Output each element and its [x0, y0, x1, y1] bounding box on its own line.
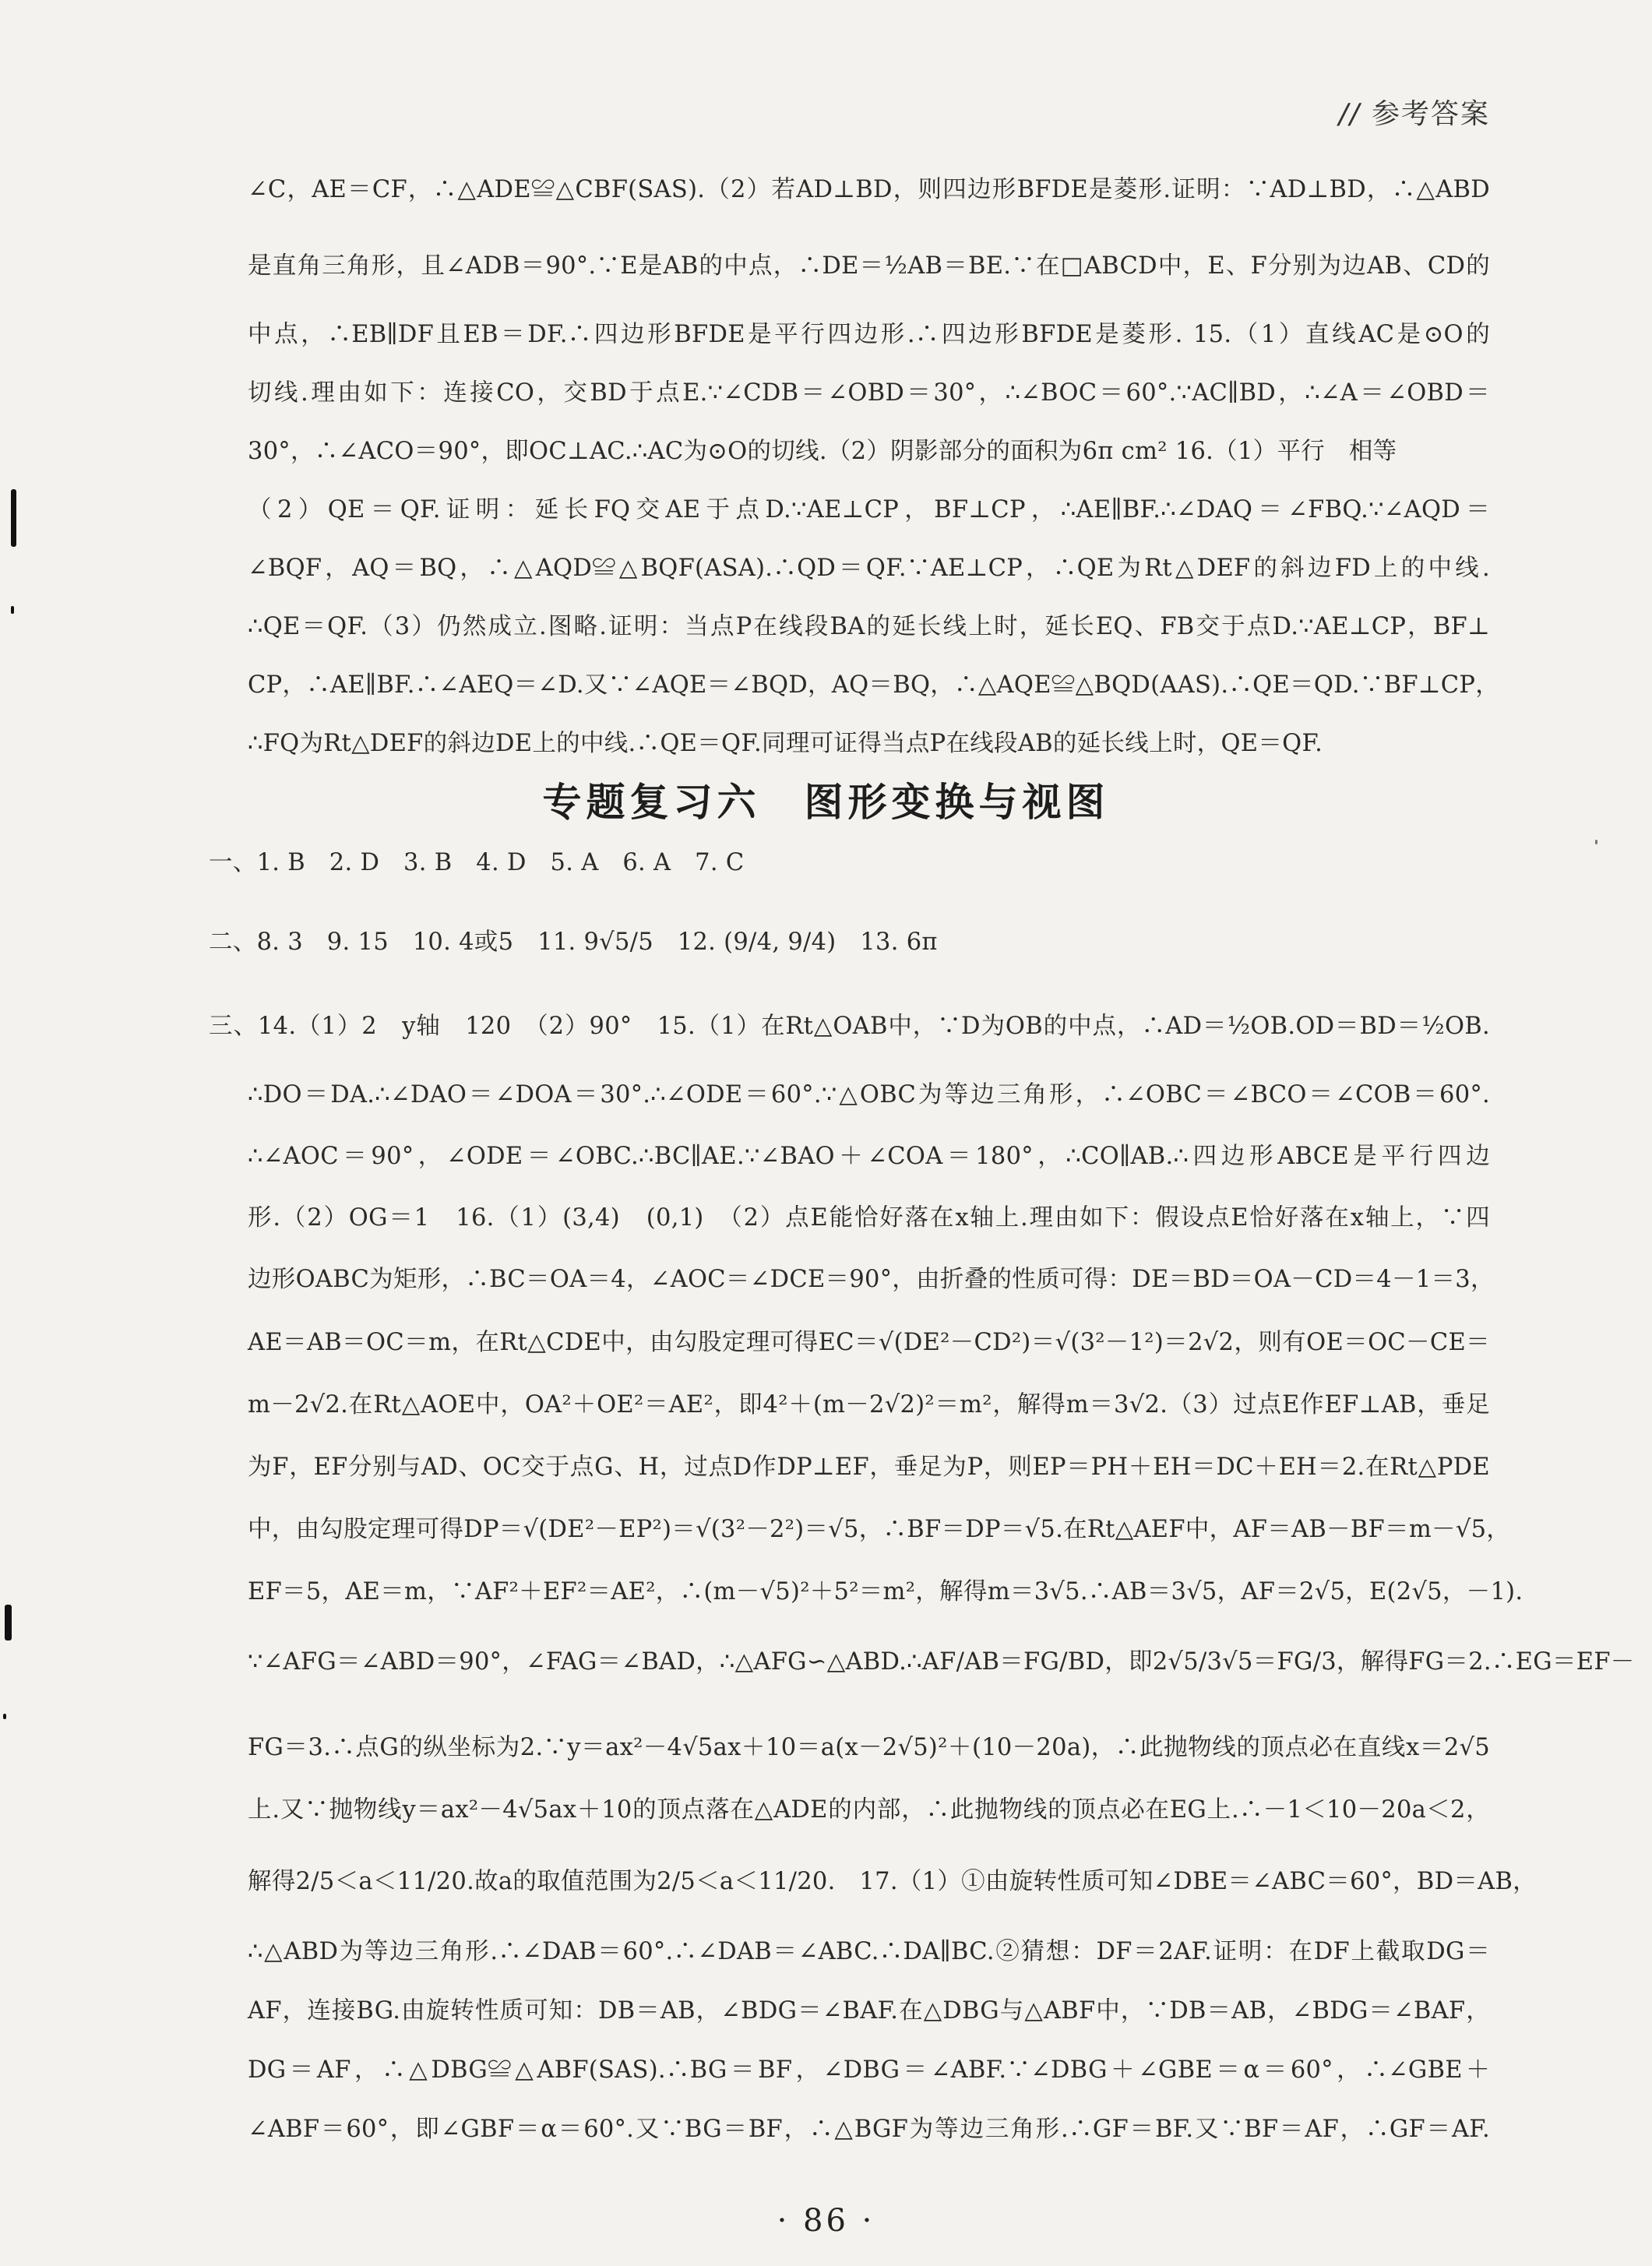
text-line: （2）QE＝QF.证明：延长FQ交AE于点D.∵AE⊥CP，BF⊥CP，∴AE∥BF.∴∠DAQ＝∠FBQ.∵∠AQD＝	[248, 496, 1490, 523]
text-line: 为F，EF分别与AD、OC交于点G、H，过点D作DP⊥EF，垂足为P，则EP＝PH＋EH＝DC＋EH＝2.在Rt△PDE	[248, 1454, 1490, 1481]
text-line: 一、1. B 2. D 3. B 4. D 5. A 6. A 7. C	[209, 849, 745, 876]
text-line: 中点，∴EB∥DF且EB＝DF.∴四边形BFDE是平行四边形.∴四边形BFDE是菱形. 15.（1）直线AC是⊙O的	[248, 321, 1490, 348]
text-line: DG＝AF，∴△DBG≌△ABF(SAS).∴BG＝BF，∠DBG＝∠ABF.∵∠DBG＋∠GBE＝α＝60°，∴∠GBE＋	[248, 2056, 1490, 2084]
text-line: AF，连接BG.由旋转性质可知：DB＝AB，∠BDG＝∠BAF.在△DBG与△ABF中，∵DB＝AB，∠BDG＝∠BAF，	[248, 1997, 1490, 2025]
text-line: 中，由勾股定理可得DP＝√(DE²－EP²)＝√(3²－2²)＝√5，∴BF＝DP＝√5.在Rt△AEF中，AF＝AB－BF＝m－√5，	[248, 1516, 1511, 1543]
scan-mark-2	[11, 606, 14, 614]
header-slash: //	[1338, 98, 1361, 130]
header-title: 参考答案	[1371, 98, 1490, 130]
text-line: ∵∠AFG＝∠ABD＝90°，∠FAG＝∠BAD，∴△AFG∽△ABD.∴AF/AB＝FG/BD，即2√5/3√5＝FG/3，解得FG＝2.∴EG＝EF－	[248, 1648, 1635, 1676]
text-line: 形.（2）OG＝1 16.（1）(3,4) (0,1) （2）点E能恰好落在x轴上.理由如下：假设点E恰好落在x轴上，∵四	[248, 1204, 1490, 1232]
text-line: 解得2/5＜a＜11/20.故a的取值范围为2/5＜a＜11/20. 17.（1）①由旋转性质可知∠DBE＝∠ABC＝60°，BD＝AB，	[248, 1868, 1537, 1895]
scan-mark-3	[5, 1605, 12, 1640]
text-line: ∴△ABD为等边三角形.∴∠DAB＝60°.∴∠DAB＝∠ABC.∴DA∥BC.②猜想：DF＝2AF.证明：在DF上截取DG＝	[248, 1938, 1490, 1965]
text-line: 边形OABC为矩形，∴BC＝OA＝4，∠AOC＝∠DCE＝90°，由折叠的性质可得：DE＝BD＝OA－CD＝4－1＝3，	[248, 1266, 1495, 1293]
text-line: ∠BQF，AQ＝BQ，∴△AQD≌△BQF(ASA).∴QD＝QF.∵AE⊥CP，∴QE为Rt△DEF的斜边FD上的中线.	[248, 555, 1490, 582]
text-line: ∴DO＝DA.∴∠DAO＝∠DOA＝30°.∴∠ODE＝60°.∵△OBC为等边三角形，∴∠OBC＝∠BCO＝∠COB＝60°.	[248, 1081, 1490, 1108]
text-line: 二、8. 3 9. 15 10. 4或5 11. 9√5/5 12. (9/4, 9/4) 13. 6π	[209, 929, 938, 956]
scan-mark-5	[1595, 840, 1597, 844]
text-line: 是直角三角形，且∠ADB＝90°.∵E是AB的中点，∴DE＝½AB＝BE.∵在□ABCD中，E、F分别为边AB、CD的	[248, 252, 1490, 280]
text-line: ∠C，AE＝CF，∴△ADE≌△CBF(SAS).（2）若AD⊥BD，则四边形BFDE是菱形.证明：∵AD⊥BD，∴△ABD	[248, 176, 1490, 203]
section-title: 专题复习六 图形变换与视图	[542, 780, 1110, 825]
page-header	[1339, 92, 1490, 132]
text-line: CP，∴AE∥BF.∴∠AEQ＝∠D.又∵∠AQE＝∠BQD，AQ＝BQ，∴△AQE≌△BQD(AAS).∴QE＝QD.∵BF⊥CP，	[248, 671, 1500, 699]
text-line: ∴∠AOC＝90°，∠ODE＝∠OBC.∴BC∥AE.∵∠BAO＋∠COA＝180°，∴CO∥AB.∴四边形ABCE是平行四边	[248, 1143, 1490, 1170]
text-line: 上.又∵抛物线y＝ax²－4√5ax＋10的顶点落在△ADE的内部，∴此抛物线的顶点必在EG上.∴－1＜10－20a＜2，	[248, 1796, 1490, 1824]
text-line: 三、14.（1）2 y轴 120 （2）90° 15.（1）在Rt△OAB中，∵D为OB的中点，∴AD＝½OB.OD＝BD＝½OB.	[209, 1013, 1490, 1040]
text-line: ∠ABF＝60°，即∠GBF＝α＝60°.又∵BG＝BF，∴△BGF为等边三角形.∴GF＝BF.又∵BF＝AF，∴GF＝AF.	[248, 2116, 1490, 2143]
text-line: EF＝5，AE＝m，∵AF²＋EF²＝AE²，∴(m－√5)²＋5²＝m²，解得m＝3√5.∴AB＝3√5，AF＝2√5，E(2√5，－1).	[248, 1578, 1523, 1605]
text-line: m－2√2.在Rt△AOE中，OA²＋OE²＝AE²，即4²＋(m－2√2)²＝m²，解得m＝3√2.（3）过点E作EF⊥AB，垂足	[248, 1391, 1490, 1418]
text-line: 30°，∴∠ACO＝90°，即OC⊥AC.∴AC为⊙O的切线.（2）阴影部分的面积为6π cm² 16.（1）平行 相等	[248, 438, 1397, 465]
text-line: FG＝3.∴点G的纵坐标为2.∵y＝ax²－4√5ax＋10＝a(x－2√5)²＋(10－20a)，∴此抛物线的顶点必在直线x＝2√5	[248, 1734, 1490, 1761]
text-line: 切线.理由如下：连接CO，交BD于点E.∵∠CDB＝∠OBD＝30°，∴∠BOC＝60°.∵AC∥BD，∴∠A＝∠OBD＝	[248, 379, 1490, 407]
page-number: · 86 ·	[777, 2203, 875, 2239]
text-line: ∴QE＝QF.（3）仍然成立.图略.证明：当点P在线段BA的延长线上时，延长EQ、FB交于点D.∵AE⊥CP，BF⊥	[248, 613, 1490, 640]
text-line: AE＝AB＝OC＝m，在Rt△CDE中，由勾股定理可得EC＝√(DE²－CD²)＝√(3²－1²)＝2√2，则有OE＝OC－CE＝	[248, 1329, 1490, 1356]
text-line: ∴FQ为Rt△DEF的斜边DE上的中线.∴QE＝QF.同理可证得当点P在线段AB的延长线上时，QE＝QF.	[248, 730, 1323, 757]
scan-mark-1	[11, 489, 16, 547]
scan-mark-4	[3, 1714, 6, 1719]
